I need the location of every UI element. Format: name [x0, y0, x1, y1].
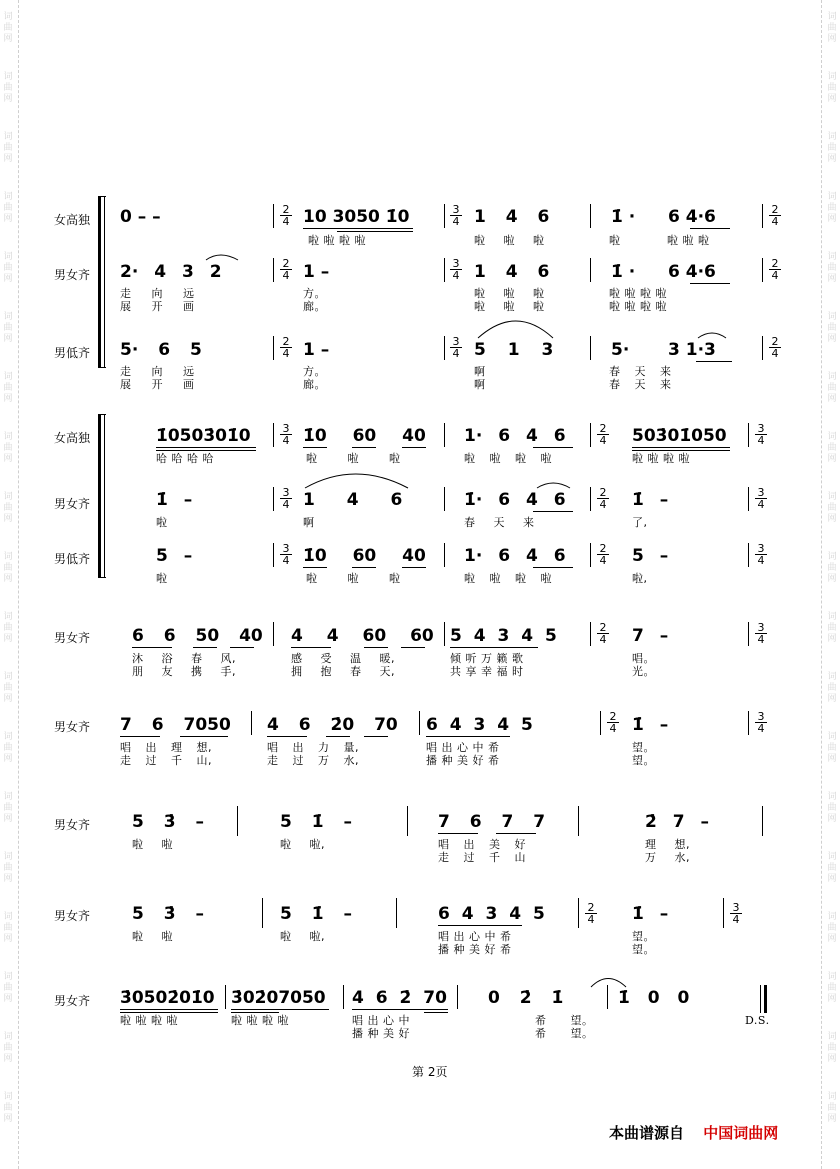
l4-m3: 6 4 3 4 5	[426, 715, 533, 735]
l7-ly4a: 希 望。	[535, 1014, 594, 1027]
watermark-glyphs: 词 曲 网	[827, 552, 837, 584]
s2-female-m2: 1̇0 60 40	[303, 426, 426, 446]
s2-mixed-m2: 1 4 6	[303, 490, 403, 510]
time-signature: 3 4	[450, 336, 462, 359]
l3-ly4b: 光。	[632, 665, 655, 678]
watermark-glyphs: 词 曲 网	[3, 72, 13, 104]
l7-ly3a: 唱 出 心 中	[352, 1014, 410, 1027]
watermark-glyphs: 词 曲 网	[3, 372, 13, 404]
s1-low-m4b: 3 1·3	[668, 340, 716, 360]
part-label-male-low: 男低齐	[54, 346, 91, 360]
page-number: 第 2页	[412, 1065, 448, 1079]
time-signature: 3 4	[755, 423, 767, 446]
l4-ly4a: 望。	[632, 741, 655, 754]
l4-ly1b: 走 过 千 山,	[120, 754, 212, 767]
watermark-glyphs: 词 曲 网	[827, 792, 837, 824]
s1-mixed-ly3a: 啦 啦 啦	[474, 287, 545, 300]
part-label-mixed: 男女齐	[54, 631, 91, 645]
l6-ly3b: 播 种 美 好 希	[438, 943, 512, 956]
s1-mixed-ly2a: 方。	[303, 287, 326, 300]
watermark-glyphs: 词 曲 网	[3, 732, 13, 764]
s1-female-ly3: 啦 啦 啦	[474, 234, 545, 247]
slur	[305, 474, 408, 488]
l6-m4: 1̇ –	[632, 904, 669, 924]
part-label-mixed: 男女齐	[54, 994, 91, 1008]
s1-female-m4b: 6 4·6	[668, 207, 716, 227]
s1-low-ly3a: 啊	[474, 365, 486, 378]
l5-m4: 2̇ 7 –	[645, 812, 709, 832]
l6-ly4b: 望。	[632, 943, 655, 956]
watermark-glyphs: 词 曲 网	[3, 492, 13, 524]
source-credit	[609, 1122, 778, 1143]
s1-mixed-m4b: 6 4·6	[668, 262, 716, 282]
l5-ly3b: 走 过 千 山	[438, 851, 526, 864]
time-signature: 2 4	[769, 204, 781, 227]
s1-mixed-ly4a: 啦 啦 啦 啦	[609, 287, 667, 300]
l4-ly3b: 播 种 美 好 希	[426, 754, 500, 767]
slur	[698, 333, 726, 338]
time-signature: 2 4	[585, 902, 597, 925]
s1-low-m4a: 5·	[611, 340, 630, 360]
part-label-mixed: 男女齐	[54, 720, 91, 734]
s1-female-ly2: 啦 啦 啦 啦	[308, 234, 366, 247]
l3-ly3b: 共 享 幸 福 时	[450, 665, 524, 678]
watermark-glyphs: 词 曲 网	[827, 972, 837, 1004]
l6-ly1: 啦 啦	[132, 930, 173, 943]
time-signature: 2 4	[769, 336, 781, 359]
s1-low-ly1a: 走 向 远	[120, 365, 195, 378]
l5-ly3a: 唱 出 美 好	[438, 838, 526, 851]
s2-low-ly4: 啦,	[632, 572, 648, 585]
l7-m2: 3̇02̇07050	[231, 988, 326, 1008]
s1-mixed-m3: 1 4 6	[474, 262, 550, 282]
s1-female-m4a: 1̇ ·	[611, 207, 636, 227]
l3-m2: 4 4 60 60	[291, 626, 434, 646]
s1-low-m1: 5· 6 5	[120, 340, 202, 360]
watermark-glyphs: 词 曲 网	[827, 192, 837, 224]
watermark-glyphs: 词 曲 网	[827, 912, 837, 944]
l7-ly1: 啦 啦 啦 啦	[120, 1014, 178, 1027]
watermark-glyphs: 词 曲 网	[3, 312, 13, 344]
l3-ly2b: 拥 抱 春 天,	[291, 665, 395, 678]
watermark-glyphs: 词 曲 网	[827, 852, 837, 884]
time-signature: 3 4	[450, 258, 462, 281]
watermark-glyphs: 词 曲 网	[3, 852, 13, 884]
s2-female-ly3: 啦 啦 啦 啦	[464, 452, 552, 465]
watermark-glyphs: 词 曲 网	[3, 612, 13, 644]
s2-low-m3: 1· 6 4 6	[464, 546, 566, 566]
s2-low-m1: 5 –	[156, 546, 193, 566]
s1-low-ly1b: 展 开 画	[120, 378, 195, 391]
watermark-glyphs: 词 曲 网	[827, 12, 837, 44]
l4-m1: 7 6 7050	[120, 715, 231, 735]
s2-mixed-ly1: 啦	[156, 516, 168, 529]
l3-ly2a: 感 受 温 暖,	[291, 652, 395, 665]
watermark-glyphs: 词 曲 网	[3, 552, 13, 584]
watermark-glyphs: 词 曲 网	[827, 72, 837, 104]
s2-mixed-ly2: 啊	[303, 516, 315, 529]
s2-female-m1: 1̇0503̇01̇0	[156, 426, 251, 446]
s1-mixed-m2: 1 –	[303, 262, 330, 282]
time-signature: 3 4	[280, 487, 292, 510]
time-signature: 2 4	[607, 711, 619, 734]
s1-low-ly2b: 廊。	[303, 378, 326, 391]
time-signature: 2 4	[597, 423, 609, 446]
l3-ly1b: 朋 友 携 手,	[132, 665, 236, 678]
s2-female-ly1: 哈 哈 哈 哈	[156, 452, 214, 465]
l7-m3: 4 6 2̇ 70	[352, 988, 447, 1008]
part-label-mixed: 男女齐	[54, 497, 91, 511]
dal-segno-mark: D.S.	[745, 1014, 770, 1027]
time-signature: 2 4	[597, 622, 609, 645]
time-signature: 3 4	[755, 622, 767, 645]
time-signature: 3 4	[450, 204, 462, 227]
l4-m2: 4 6 2̇0 70	[267, 715, 398, 735]
watermark-glyphs: 词 曲 网	[827, 372, 837, 404]
s2-female-m3: 1· 6 4 6	[464, 426, 566, 446]
time-signature: 2 4	[597, 487, 609, 510]
l6-ly3a: 唱 出 心 中 希	[438, 930, 512, 943]
l6-m1: 5 3̇ –	[132, 904, 204, 924]
l7-ly2: 啦 啦 啦 啦	[231, 1014, 289, 1027]
watermark-glyphs: 词 曲 网	[827, 252, 837, 284]
s1-female-m1: 0 – –	[120, 207, 161, 227]
s2-low-m2: 1̇0 60 40	[303, 546, 426, 566]
s2-low-ly2: 啦 啦 啦	[306, 572, 401, 585]
l3-ly4a: 唱。	[632, 652, 655, 665]
watermark-glyphs: 词 曲 网	[3, 972, 13, 1004]
watermark-glyphs: 词 曲 网	[827, 1092, 837, 1124]
watermark-glyphs: 词 曲 网	[827, 672, 837, 704]
l7-m4: 0 2̇ 1̇	[488, 988, 564, 1008]
watermark-glyphs: 词 曲 网	[3, 132, 13, 164]
l3-m1: 6 6 50 40	[132, 626, 263, 646]
watermark-glyphs: 词 曲 网	[3, 672, 13, 704]
l5-ly1: 啦 啦	[132, 838, 173, 851]
part-label-male-low: 男低齐	[54, 552, 91, 566]
s2-low-m4: 5 –	[632, 546, 669, 566]
slur	[478, 321, 553, 338]
s1-low-m3: 5 1 3	[474, 340, 554, 360]
s1-mixed-ly3b: 啦 啦 啦	[474, 300, 545, 313]
l4-m4: 1̇ –	[632, 715, 669, 735]
watermark-glyphs: 词 曲 网	[3, 1092, 13, 1124]
s1-female-ly4a: 啦	[609, 234, 621, 247]
watermark-glyphs: 词 曲 网	[3, 192, 13, 224]
time-signature: 2 4	[769, 258, 781, 281]
source-site-link[interactable]: 中国词曲网	[703, 1124, 779, 1142]
l5-m3: 7 6 7 7	[438, 812, 546, 832]
part-label-mixed: 男女齐	[54, 909, 91, 923]
s2-female-ly2: 啦 啦 啦	[306, 452, 401, 465]
s1-mixed-ly1a: 走 向 远	[120, 287, 195, 300]
s2-mixed-ly3: 春 天 来	[464, 516, 535, 529]
watermark-glyphs: 词 曲 网	[3, 432, 13, 464]
part-label-female-solo: 女高独	[54, 213, 91, 227]
l5-ly2: 啦 啦,	[280, 838, 325, 851]
l3-m3: 5 4 3 4 5	[450, 626, 557, 646]
watermark-glyphs: 词 曲 网	[3, 252, 13, 284]
watermark-glyphs: 词 曲 网	[827, 132, 837, 164]
part-label-female-solo: 女高独	[54, 431, 91, 445]
watermark-glyphs: 词 曲 网	[827, 732, 837, 764]
l6-m3: 6 4 3 4 5	[438, 904, 545, 924]
part-label-mixed: 男女齐	[54, 268, 91, 282]
l3-ly1a: 沐 浴 春 风,	[132, 652, 236, 665]
l4-ly2b: 走 过 万 水,	[267, 754, 359, 767]
s2-mixed-m1: 1̇ –	[156, 490, 193, 510]
time-signature: 2 4	[280, 258, 292, 281]
watermark-glyphs: 词 曲 网	[827, 1032, 837, 1064]
watermark-glyphs: 词 曲 网	[3, 792, 13, 824]
s1-mixed-m4a: 1̇ ·	[611, 262, 636, 282]
l7-m5: 1̇ 0 0	[618, 988, 690, 1008]
s1-mixed-m1: 2· 4 3 2	[120, 262, 222, 282]
l5-m2: 5 1̇ –	[280, 812, 352, 832]
s2-mixed-ly4: 了,	[632, 516, 648, 529]
time-signature: 3 4	[280, 423, 292, 446]
s2-female-m4: 503̇01̇050	[632, 426, 727, 446]
watermark-glyphs: 词 曲 网	[827, 492, 837, 524]
source-prefix: 本曲谱源自	[609, 1124, 685, 1142]
slur	[591, 979, 626, 988]
l6-m2: 5 1̇ –	[280, 904, 352, 924]
s1-low-ly2a: 方。	[303, 365, 326, 378]
l4-ly1a: 唱 出 理 想,	[120, 741, 212, 754]
s2-female-ly4: 啦 啦 啦 啦	[632, 452, 690, 465]
s2-mixed-m4: 1̇ –	[632, 490, 669, 510]
watermark-glyphs: 词 曲 网	[827, 312, 837, 344]
l7-ly3b: 播 种 美 好	[352, 1027, 410, 1040]
l6-ly2: 啦 啦,	[280, 930, 325, 943]
time-signature: 3 4	[755, 543, 767, 566]
time-signature: 2 4	[597, 543, 609, 566]
s2-mixed-m3: 1̇· 6 4 6	[464, 490, 566, 510]
l5-ly4b: 万 水,	[645, 851, 690, 864]
s1-mixed-ly2b: 廊。	[303, 300, 326, 313]
s1-female-m3: 1 4 6	[474, 207, 550, 227]
time-signature: 3 4	[755, 711, 767, 734]
s1-female-m2: 10 3050 1̇0	[303, 207, 410, 227]
s1-mixed-ly1b: 展 开 画	[120, 300, 195, 313]
s1-low-m2: 1 –	[303, 340, 330, 360]
s1-mixed-ly4b: 啦 啦 啦 啦	[609, 300, 667, 313]
watermark-glyphs: 词 曲 网	[827, 432, 837, 464]
part-label-mixed: 男女齐	[54, 818, 91, 832]
l7-ly4b: 希 望。	[535, 1027, 594, 1040]
s2-low-ly3: 啦 啦 啦 啦	[464, 572, 552, 585]
l4-ly3a: 唱 出 心 中 希	[426, 741, 500, 754]
s1-low-ly4b: 春 天 来	[609, 378, 672, 391]
watermark-glyphs: 词 曲 网	[3, 912, 13, 944]
l6-ly4a: 望。	[632, 930, 655, 943]
time-signature: 2 4	[280, 204, 292, 227]
l5-m1: 5 3̇ –	[132, 812, 204, 832]
l3-ly3a: 倾 听 万 籁 歌	[450, 652, 524, 665]
l3-m4: 7 –	[632, 626, 669, 646]
l4-ly4b: 望。	[632, 754, 655, 767]
s1-low-ly4a: 春 天 来	[609, 365, 672, 378]
l4-ly2a: 唱 出 力 量,	[267, 741, 359, 754]
watermark-glyphs: 词 曲 网	[3, 12, 13, 44]
l7-m1: 3̇0502̇01̇0	[120, 988, 215, 1008]
slur	[206, 255, 238, 260]
watermark-glyphs: 词 曲 网	[3, 1032, 13, 1064]
l5-ly4a: 理 想,	[645, 838, 690, 851]
slur	[537, 483, 570, 488]
time-signature: 3 4	[755, 487, 767, 510]
time-signature: 3 4	[280, 543, 292, 566]
watermark-glyphs: 词 曲 网	[827, 612, 837, 644]
s1-low-ly3b: 啊	[474, 378, 486, 391]
s1-female-ly4b: 啦 啦 啦	[667, 234, 710, 247]
s2-low-ly1: 啦	[156, 572, 168, 585]
time-signature: 2 4	[280, 336, 292, 359]
time-signature: 3 4	[730, 902, 742, 925]
